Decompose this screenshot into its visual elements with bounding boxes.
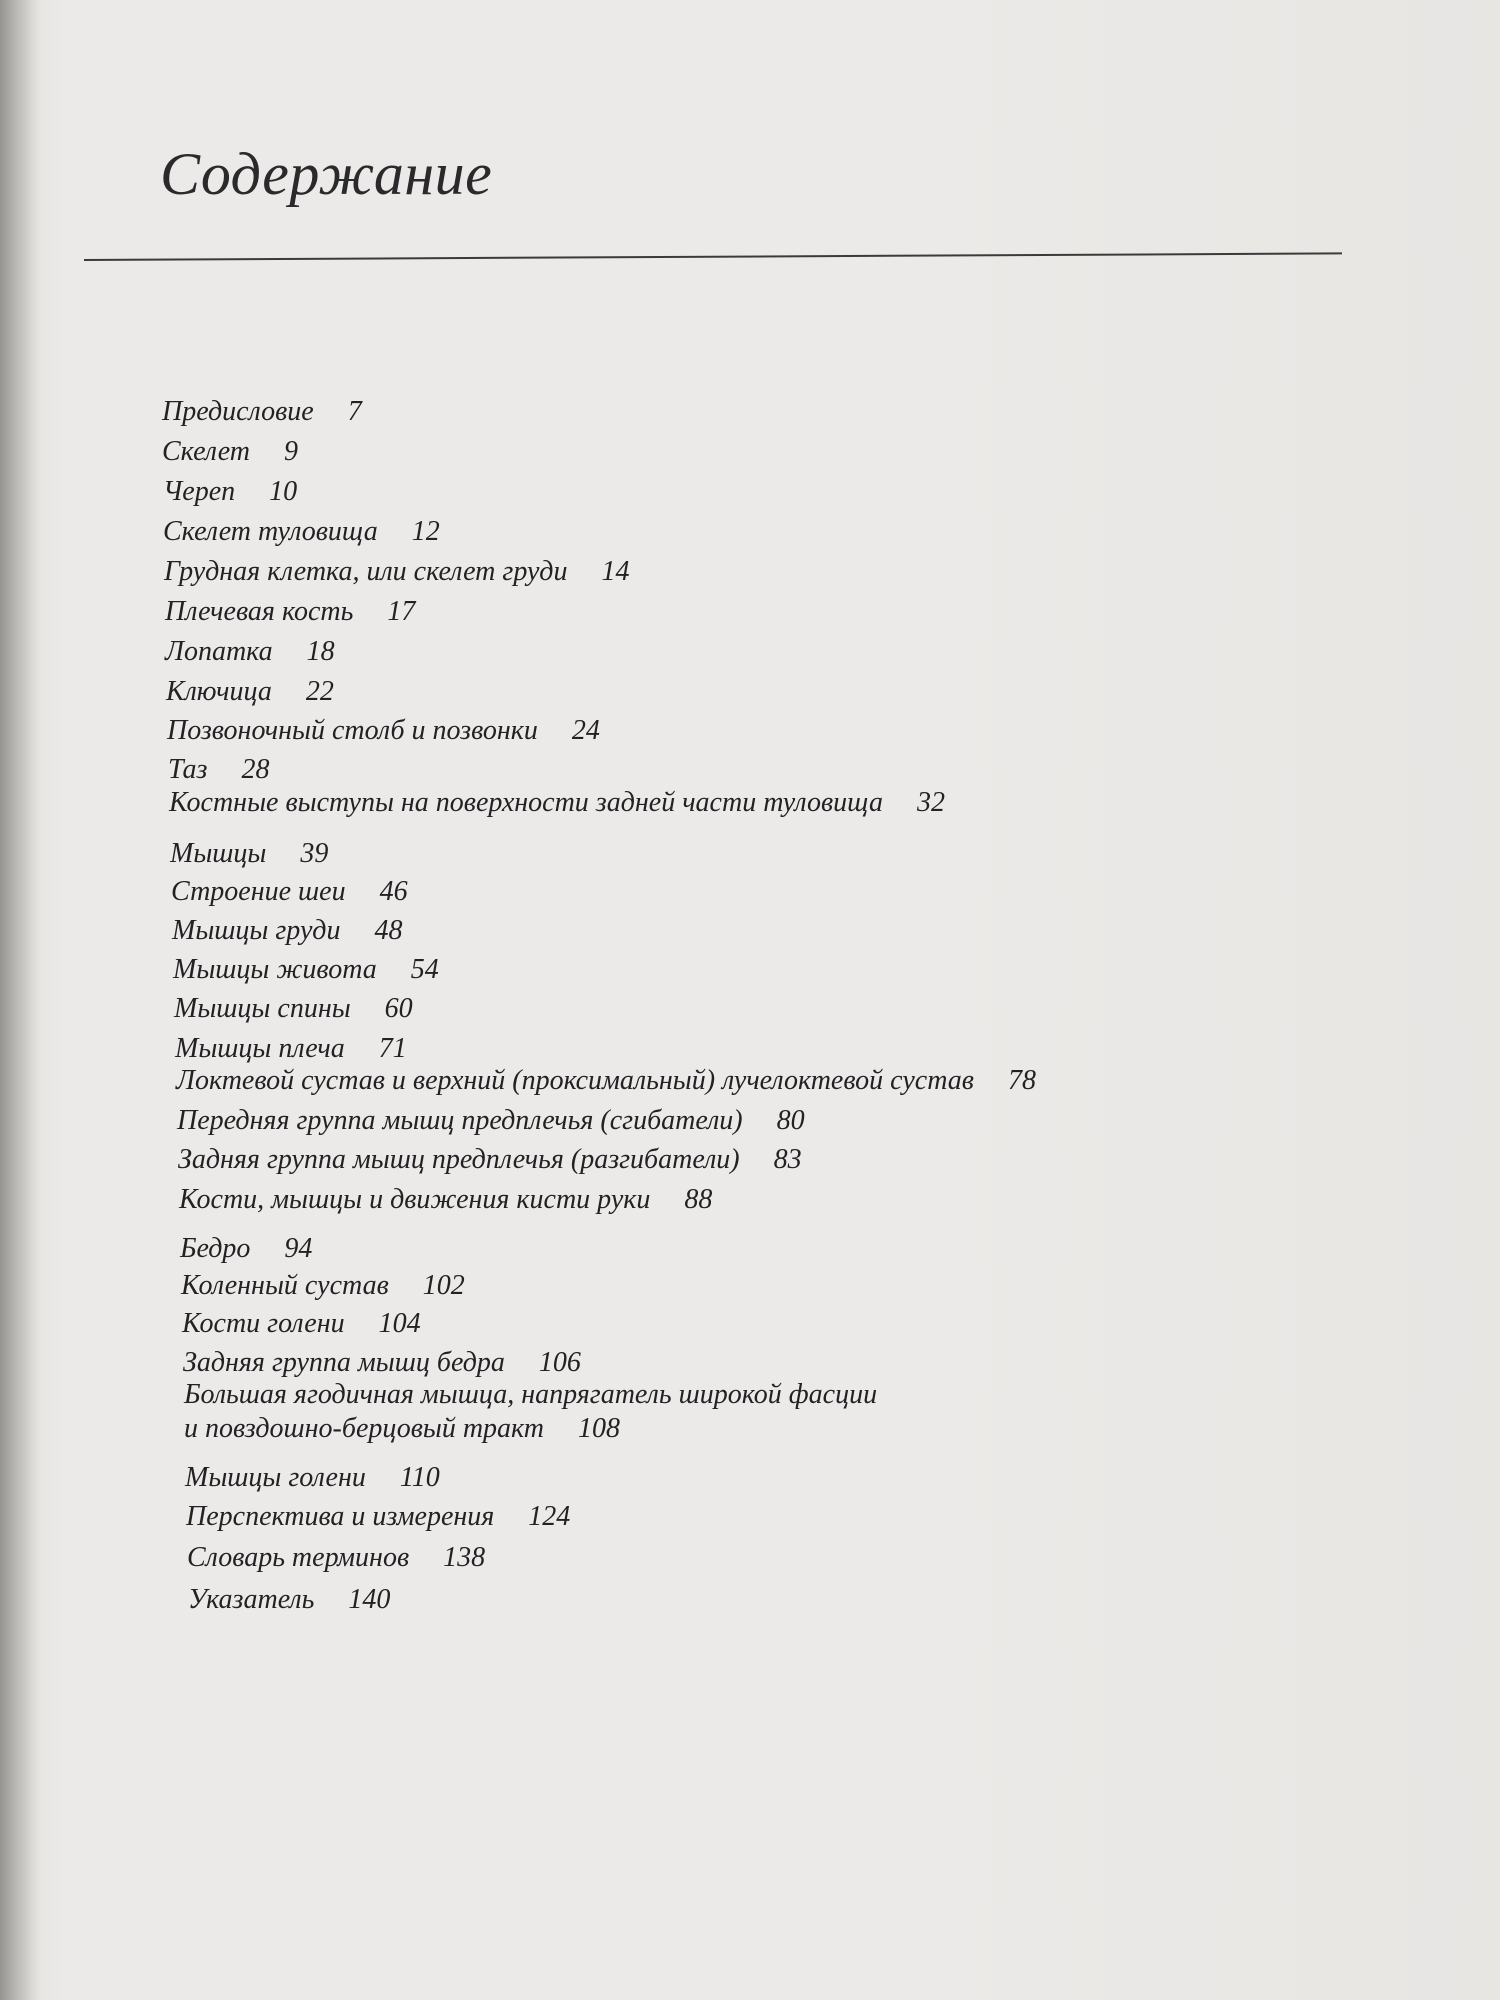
toc-page-number: 83 xyxy=(773,1144,802,1175)
toc-entry xyxy=(165,635,335,669)
toc-entry-title: Скелет xyxy=(162,436,250,467)
toc-entry-title: Кости, мышцы и движения кисти руки xyxy=(179,1184,651,1215)
toc-page-number: 46 xyxy=(379,876,408,907)
toc-entry xyxy=(172,914,402,948)
toc-entry-title: Указатель xyxy=(188,1584,315,1615)
toc-entry-title-continued: и повздошно-берцовый тракт xyxy=(184,1413,544,1444)
toc-entry-title: Задняя группа мышц бедра xyxy=(183,1347,505,1378)
toc-entry-title: Словарь терминов xyxy=(187,1542,410,1573)
toc-entry-title: Локтевой сустав и верхний (проксимальный) лучелоктевой сустав xyxy=(176,1065,974,1096)
toc-page-number: 88 xyxy=(684,1184,713,1215)
toc-entry-title: Бедро xyxy=(180,1233,251,1264)
toc-entry-title: Плечевая кость xyxy=(165,596,354,627)
toc-entry-title: Строение шеи xyxy=(171,876,346,907)
toc-entry-title: Кости голени xyxy=(182,1308,345,1339)
toc-entry-title: Мышцы xyxy=(170,838,267,869)
toc-page-number: 48 xyxy=(374,915,403,946)
toc-entry xyxy=(167,714,600,748)
toc-page-number: 80 xyxy=(776,1105,805,1136)
toc-entry xyxy=(165,595,415,629)
toc-entry xyxy=(175,1032,407,1066)
toc-page-number: 24 xyxy=(571,715,600,746)
page-title: Содержание xyxy=(160,141,493,207)
toc-page-number: 102 xyxy=(422,1270,465,1301)
toc-entry-title: Коленный сустав xyxy=(181,1270,389,1301)
toc-page-number: 17 xyxy=(387,596,416,627)
toc-entry-title: Задняя группа мышц предплечья (разгибатели) xyxy=(178,1144,740,1175)
toc-entry xyxy=(173,953,439,987)
toc-entry xyxy=(169,786,945,820)
toc-entry xyxy=(164,555,629,589)
toc-page-number: 71 xyxy=(378,1033,407,1064)
toc-entry-title: Предисловие xyxy=(162,396,314,427)
toc-page-number: 124 xyxy=(528,1501,571,1532)
toc-page-number: 104 xyxy=(378,1308,421,1339)
toc-page-number: 9 xyxy=(284,436,298,467)
toc-entry xyxy=(178,1143,802,1177)
toc-entry xyxy=(163,475,297,509)
toc-entry-title: Лопатка xyxy=(165,636,273,667)
toc-entry-title: Перспектива и измерения xyxy=(186,1501,495,1532)
toc-entry xyxy=(180,1232,312,1266)
toc-page-number: 140 xyxy=(348,1584,391,1615)
toc-entry-title: Позвоночный столб и позвонки xyxy=(167,715,538,746)
toc-page-number: 39 xyxy=(300,838,329,869)
toc-entry-title: Мышцы плеча xyxy=(175,1033,345,1064)
toc-entry xyxy=(183,1346,581,1380)
toc-page-number: 22 xyxy=(305,676,334,707)
toc-page-number: 138 xyxy=(443,1542,486,1573)
toc-page-number: 54 xyxy=(410,954,439,985)
toc-entry xyxy=(170,837,328,871)
toc-entry-title: Мышцы спины xyxy=(174,993,351,1024)
toc-entry xyxy=(168,753,269,787)
toc-page-number: 108 xyxy=(578,1413,620,1444)
toc-entry xyxy=(186,1500,570,1534)
toc-entry-title: Костные выступы на поверхности задней части туловища xyxy=(169,787,883,818)
toc-entry-title: Череп xyxy=(163,476,236,507)
toc-entry xyxy=(162,435,298,469)
toc-entry xyxy=(174,992,413,1026)
toc-entry-title: Таз xyxy=(168,754,208,785)
toc-entry xyxy=(182,1307,421,1341)
toc-entry xyxy=(187,1541,485,1575)
toc-entry-title: Скелет туловища xyxy=(163,516,378,547)
toc-page-number: 78 xyxy=(1007,1065,1036,1096)
toc-page-number: 12 xyxy=(411,516,440,547)
toc-page-number: 60 xyxy=(384,993,413,1024)
toc-entry xyxy=(184,1378,877,1446)
toc-page-number: 18 xyxy=(306,636,335,667)
toc-page-number: 110 xyxy=(399,1462,440,1493)
toc-page-number: 28 xyxy=(241,754,270,785)
toc-entry-title: Большая ягодичная мышца, напрягатель широкой фасции xyxy=(184,1379,878,1410)
toc-entry-title: Передняя группа мышц предплечья (сгибатели) xyxy=(177,1105,743,1136)
toc-entry-title: Мышцы груди xyxy=(172,915,341,946)
toc-entry xyxy=(188,1583,390,1617)
toc-page-number: 32 xyxy=(916,787,945,818)
toc-entry-title: Мышцы голени xyxy=(185,1462,366,1493)
toc-entry-title: Мышцы живота xyxy=(173,954,377,985)
toc-entry xyxy=(171,875,408,909)
toc-page-number: 106 xyxy=(538,1347,581,1378)
toc-entry xyxy=(163,515,440,549)
toc-entry xyxy=(176,1064,1036,1098)
toc-page-number: 7 xyxy=(347,396,362,427)
toc-entry-title: Ключица xyxy=(166,676,272,707)
toc-entry xyxy=(166,675,334,709)
toc-entry xyxy=(179,1183,712,1217)
toc-page-number: 94 xyxy=(284,1233,313,1264)
toc-page-number: 10 xyxy=(269,476,298,507)
toc-page-number: 14 xyxy=(601,556,630,587)
toc-entry xyxy=(185,1461,440,1495)
toc-entry xyxy=(177,1104,805,1138)
toc-entry xyxy=(162,395,362,429)
toc-entry xyxy=(181,1269,465,1303)
toc-entry-title: Грудная клетка, или скелет груди xyxy=(164,556,568,587)
